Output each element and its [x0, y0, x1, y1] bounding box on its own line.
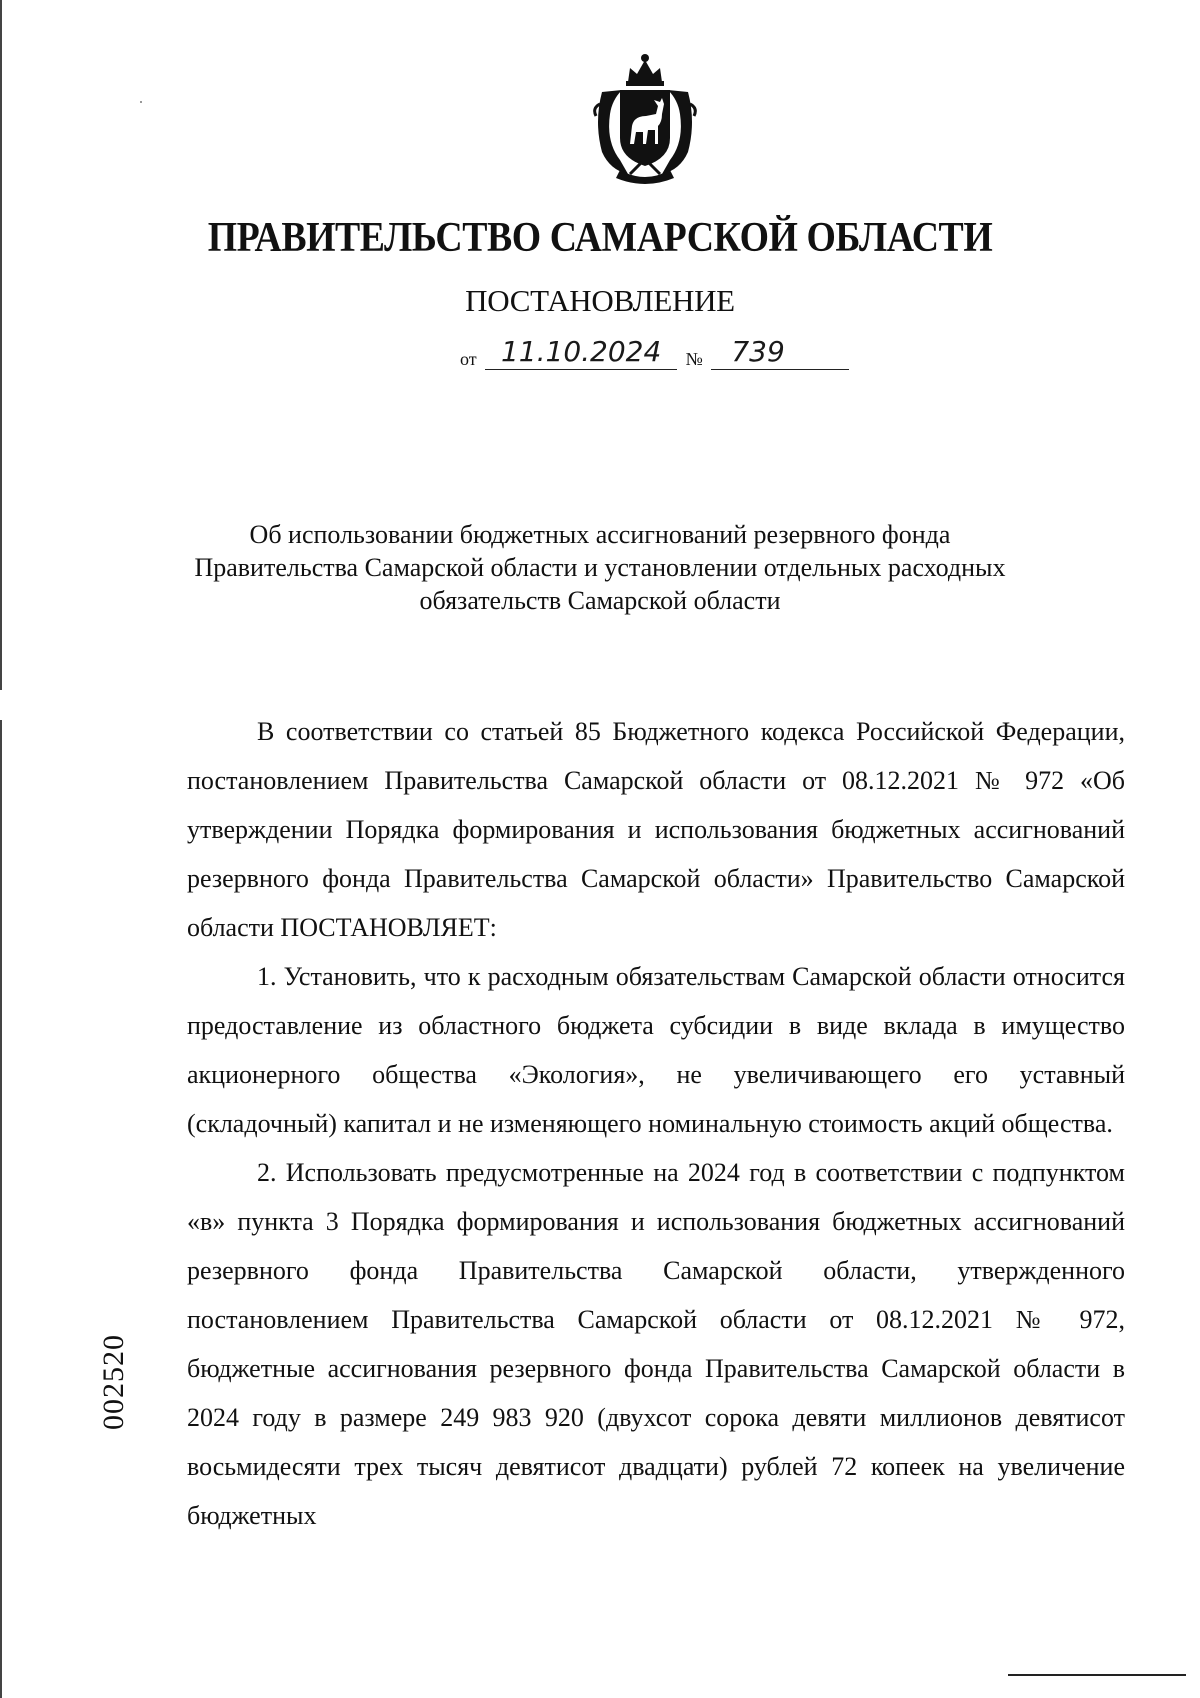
item-1-paragraph: 1. Установить, что к расходным обязательствам Самарской области относится предоставление из областного бюджета субсидии в виде вклада в имущество акционерного общества «Экология», не увеличивающего его уставный (складочный) капитал и не изменяющего номинальную стоимость акций общества.: [187, 962, 1125, 1138]
number-label: №: [685, 349, 703, 369]
scan-edge: [1008, 1674, 1186, 1676]
document-type: ПОСТАНОВЛЕНИЕ: [465, 283, 735, 318]
subject-line: Об использовании бюджетных ассигнований резервного фонда: [249, 520, 951, 549]
preamble-paragraph: В соответствии со статьей 85 Бюджетного кодекса Российской Федерации, постановлением Правительства Самарской области от 08.12.2021 № 972 «Об утверждении Порядка формирования и использования бюджетных ассигнований резервного фонда Правительства Самарской области» Правительство Самарской области ПОСТАНОВЛЯЕТ:: [187, 717, 1125, 942]
document-reference: [460, 335, 849, 375]
date-label: от: [460, 349, 477, 369]
document-body: [187, 707, 1125, 1540]
subject-line: Правительства Самарской области и установлении отдельных расходных: [194, 553, 1006, 582]
subject-line: обязательств Самарской области: [419, 586, 781, 615]
document-subject: [150, 518, 1050, 617]
scan-edge: [0, 720, 2, 1698]
scan-speck: [140, 101, 142, 103]
number-value: 739: [711, 335, 849, 370]
date-value: 11.10.2024: [485, 335, 677, 370]
side-stamp-number: 002520: [97, 1334, 130, 1430]
samara-coat-of-arms-icon: [590, 52, 700, 184]
organization-title: ПРАВИТЕЛЬСТВО САМАРСКОЙ ОБЛАСТИ: [207, 215, 993, 261]
scan-edge: [0, 0, 2, 690]
item-2-paragraph: 2. Использовать предусмотренные на 2024 год в соответствии с подпунктом «в» пункта 3 Порядка формирования и использования бюджетных ассигнований резервного фонда Правительства Самарской области, утвержденного постановлением Правительства Самарской области от 08.12.2021 № 972, бюджетные ассигнования резервного фонда Правительства Самарской области в 2024 году в размере 249 983 920 (двухсот сорока девяти миллионов девятисот восьмидесяти трех тысяч девятисот двадцати) рублей 72 копеек на увеличение бюджетных: [187, 1158, 1125, 1530]
